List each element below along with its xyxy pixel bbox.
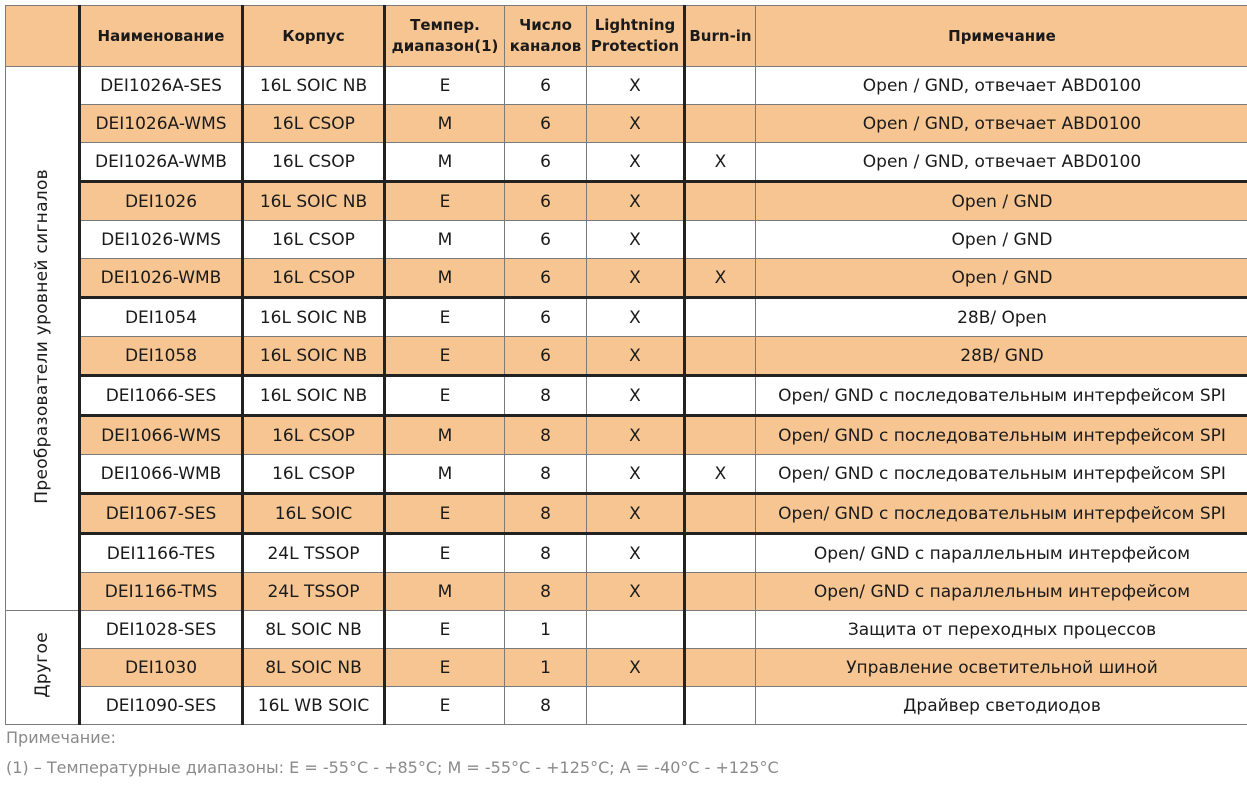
cell-name: DEI1028-SES — [80, 611, 243, 649]
cell-lightning: X — [587, 416, 685, 455]
cell-note: Open/ GND с последовательным интерфейсом SPI — [756, 494, 1247, 534]
cell-burnin — [685, 573, 756, 611]
cell-name: DEI1030 — [80, 649, 243, 687]
cell-channels: 8 — [505, 416, 587, 455]
table-row — [6, 298, 1247, 337]
cell-package: 16L CSOP — [243, 221, 385, 259]
header-package: Корпус — [243, 6, 385, 67]
footnote-title: Примечание: — [6, 728, 116, 747]
cell-temp: E — [385, 611, 505, 649]
cell-temp: E — [385, 534, 505, 573]
group-label: Преобразователи уровней сигналов — [32, 168, 52, 504]
header-lightning-line1: Lightning — [594, 16, 676, 34]
header-temp-line1: Темпер. — [410, 16, 480, 34]
cell-note: Open/ GND с последовательным интерфейсом SPI — [756, 376, 1247, 416]
header-lightning-line2: Protection — [590, 37, 680, 55]
table-row — [6, 143, 1247, 182]
header-name: Наименование — [80, 6, 243, 67]
cell-temp: E — [385, 182, 505, 221]
cell-note: Open/ GND с последовательным интерфейсом SPI — [756, 416, 1247, 455]
cell-name: DEI1066-WMS — [80, 416, 243, 455]
cell-burnin: X — [685, 455, 756, 494]
table-row — [6, 337, 1247, 376]
cell-package: 16L CSOP — [243, 143, 385, 182]
cell-name: DEI1090-SES — [80, 687, 243, 725]
cell-note: Защита от переходных процессов — [756, 611, 1247, 649]
table-row — [6, 534, 1247, 573]
cell-burnin — [685, 337, 756, 376]
header-temp-line2: диапазон(1) — [391, 37, 499, 55]
table-row — [6, 221, 1247, 259]
cell-lightning: X — [587, 182, 685, 221]
cell-channels: 6 — [505, 337, 587, 376]
table-row — [6, 182, 1247, 221]
cell-note: 28B/ GND — [756, 337, 1247, 376]
cell-lightning: X — [587, 337, 685, 376]
cell-name: DEI1166-TMS — [80, 573, 243, 611]
cell-temp: M — [385, 455, 505, 494]
cell-package: 8L SOIC NB — [243, 649, 385, 687]
cell-temp: E — [385, 298, 505, 337]
cell-name: DEI1166-TES — [80, 534, 243, 573]
cell-channels: 8 — [505, 687, 587, 725]
cell-burnin: X — [685, 259, 756, 298]
cell-note: Драйвер светодиодов — [756, 687, 1247, 725]
table-row — [6, 259, 1247, 298]
group-label: Другое — [32, 632, 52, 698]
cell-lightning: X — [587, 649, 685, 687]
cell-name: DEI1026A-WMS — [80, 105, 243, 143]
table-row — [6, 67, 1247, 105]
cell-lightning: X — [587, 105, 685, 143]
cell-note: Open / GND — [756, 259, 1247, 298]
cell-lightning: X — [587, 67, 685, 105]
cell-note: Open/ GND с параллельным интерфейсом — [756, 534, 1247, 573]
cell-temp: E — [385, 687, 505, 725]
cell-name: DEI1026A-WMB — [80, 143, 243, 182]
cell-burnin — [685, 298, 756, 337]
cell-temp: M — [385, 221, 505, 259]
cell-channels: 8 — [505, 376, 587, 416]
cell-channels: 6 — [505, 143, 587, 182]
cell-temp: M — [385, 259, 505, 298]
footnote-text: (1) – Температурные диапазоны: E = -55°C - +85°C; M = -55°C - +125°C; A = -40°C - +125°C — [6, 758, 779, 777]
cell-lightning: X — [587, 534, 685, 573]
cell-package: 16L SOIC NB — [243, 67, 385, 105]
cell-note: Open/ GND с параллельным интерфейсом — [756, 573, 1247, 611]
cell-name: DEI1026 — [80, 182, 243, 221]
cell-note: Open / GND — [756, 221, 1247, 259]
cell-burnin — [685, 182, 756, 221]
cell-package: 16L SOIC NB — [243, 337, 385, 376]
cell-package: 24L TSSOP — [243, 573, 385, 611]
cell-lightning: X — [587, 494, 685, 534]
cell-burnin — [685, 221, 756, 259]
cell-note: Управление осветительной шиной — [756, 649, 1247, 687]
cell-channels: 8 — [505, 573, 587, 611]
group-label-cell — [6, 67, 80, 611]
cell-burnin — [685, 67, 756, 105]
table-row — [6, 649, 1247, 687]
cell-burnin — [685, 416, 756, 455]
cell-channels: 6 — [505, 182, 587, 221]
cell-package: 16L WB SOIC — [243, 687, 385, 725]
cell-lightning: X — [587, 455, 685, 494]
cell-channels: 6 — [505, 298, 587, 337]
cell-package: 16L SOIC NB — [243, 376, 385, 416]
cell-channels: 1 — [505, 611, 587, 649]
cell-lightning: X — [587, 259, 685, 298]
cell-lightning — [587, 611, 685, 649]
cell-burnin — [685, 649, 756, 687]
header-temp — [385, 6, 505, 67]
table-row — [6, 376, 1247, 416]
cell-note: Open / GND — [756, 182, 1247, 221]
cell-note: Open / GND, отвечает ABD0100 — [756, 67, 1247, 105]
cell-name: DEI1058 — [80, 337, 243, 376]
cell-package: 16L CSOP — [243, 259, 385, 298]
cell-package: 24L TSSOP — [243, 534, 385, 573]
cell-burnin — [685, 494, 756, 534]
cell-package: 16L CSOP — [243, 416, 385, 455]
cell-name: DEI1054 — [80, 298, 243, 337]
header-row — [6, 6, 1247, 67]
cell-temp: E — [385, 494, 505, 534]
header-burnin: Burn-in — [685, 6, 756, 67]
cell-burnin — [685, 534, 756, 573]
cell-temp: E — [385, 337, 505, 376]
cell-temp: M — [385, 105, 505, 143]
cell-temp: E — [385, 67, 505, 105]
cell-name: DEI1066-SES — [80, 376, 243, 416]
cell-lightning: X — [587, 143, 685, 182]
cell-name: DEI1026A-SES — [80, 67, 243, 105]
cell-name: DEI1067-SES — [80, 494, 243, 534]
cell-burnin — [685, 105, 756, 143]
cell-package: 8L SOIC NB — [243, 611, 385, 649]
group-label-cell — [6, 611, 80, 725]
cell-name: DEI1026-WMB — [80, 259, 243, 298]
cell-lightning: X — [587, 376, 685, 416]
table-row — [6, 611, 1247, 649]
header-channels-line2: каналов — [509, 37, 582, 55]
cell-burnin — [685, 687, 756, 725]
table-row — [6, 455, 1247, 494]
cell-burnin: X — [685, 143, 756, 182]
cell-channels: 8 — [505, 494, 587, 534]
cell-channels: 6 — [505, 221, 587, 259]
cell-lightning: X — [587, 573, 685, 611]
cell-name: DEI1066-WMB — [80, 455, 243, 494]
table-row — [6, 494, 1247, 534]
cell-burnin — [685, 611, 756, 649]
cell-temp: E — [385, 649, 505, 687]
cell-channels: 1 — [505, 649, 587, 687]
cell-channels: 6 — [505, 259, 587, 298]
cell-temp: M — [385, 143, 505, 182]
cell-package: 16L CSOP — [243, 455, 385, 494]
table-row — [6, 105, 1247, 143]
header-empty — [6, 6, 80, 67]
header-note: Примечание — [756, 6, 1247, 67]
cell-channels: 8 — [505, 534, 587, 573]
cell-channels: 6 — [505, 105, 587, 143]
table-row — [6, 416, 1247, 455]
cell-temp: E — [385, 376, 505, 416]
cell-note: 28B/ Open — [756, 298, 1247, 337]
header-channels — [505, 6, 587, 67]
table-row — [6, 687, 1247, 725]
cell-note: Open / GND, отвечает ABD0100 — [756, 105, 1247, 143]
product-table — [5, 5, 1247, 725]
cell-note: Open/ GND с последовательным интерфейсом SPI — [756, 455, 1247, 494]
cell-lightning — [587, 687, 685, 725]
header-channels-line1: Число — [519, 16, 572, 34]
cell-lightning: X — [587, 298, 685, 337]
cell-channels: 8 — [505, 455, 587, 494]
table-body — [6, 67, 1247, 725]
cell-burnin — [685, 376, 756, 416]
cell-note: Open / GND, отвечает ABD0100 — [756, 143, 1247, 182]
cell-package: 16L SOIC NB — [243, 298, 385, 337]
cell-name: DEI1026-WMS — [80, 221, 243, 259]
table-row — [6, 573, 1247, 611]
cell-package: 16L SOIC — [243, 494, 385, 534]
cell-lightning: X — [587, 221, 685, 259]
cell-temp: M — [385, 573, 505, 611]
cell-channels: 6 — [505, 67, 587, 105]
header-lightning — [587, 6, 685, 67]
cell-temp: M — [385, 416, 505, 455]
cell-package: 16L CSOP — [243, 105, 385, 143]
cell-package: 16L SOIC NB — [243, 182, 385, 221]
